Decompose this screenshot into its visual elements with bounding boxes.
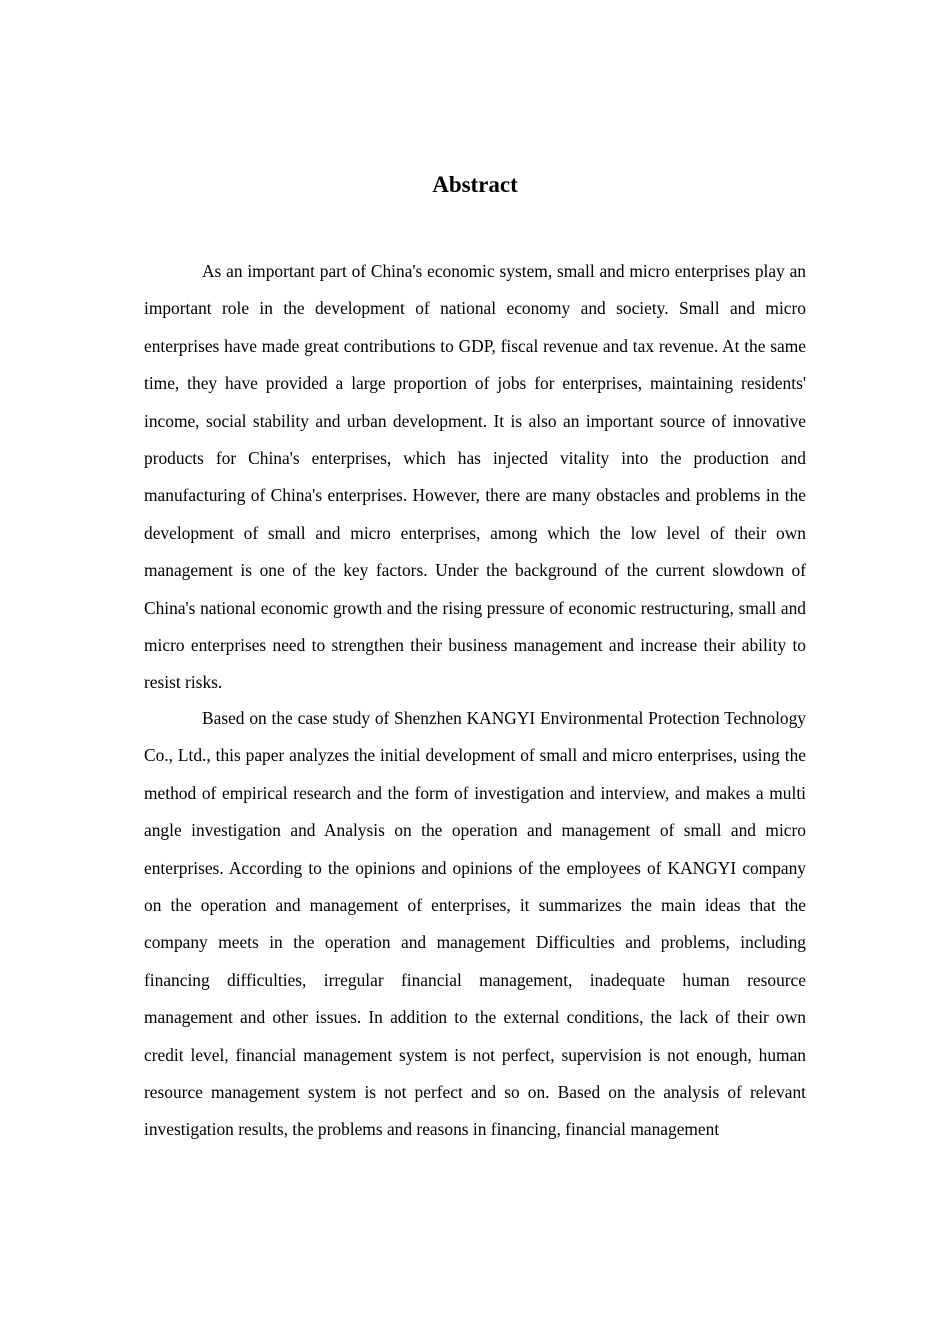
abstract-paragraph-2: Based on the case study of Shenzhen KANGYI Environmental Protection Technology Co., Ltd., this paper analyzes the initial development of small and micro enterprises, using the method of empirical research and the form of investigation and interview, and makes a multi angle investigation and Analysis on the operation and management of small and micro enterprises. According to the opinions and opinions of the employees of KANGYI company on the operation and management of enterprises, it summarizes the main ideas that the company meets in the operation and management Difficulties and problems, including financing difficulties, irregular financial management, inadequate human resource management and other issues. In addition to the external conditions, the lack of their own credit level, financial management system is not perfect, supervision is not enough, human resource management system is not perfect and so on. Based on the analysis of relevant investigation results, the problems and reasons in financing, financial management (144, 707, 806, 1140)
abstract-title: Abstract (432, 172, 518, 197)
abstract-body (144, 253, 806, 1149)
abstract-paragraph-1: As an important part of China's economic system, small and micro enterprises play an important role in the development of national economy and society. Small and micro enterprises have made great contributions to GDP, fiscal revenue and tax revenue. At the same time, they have provided a large proportion of jobs for enterprises, maintaining residents' income, social stability and urban development. It is also an important source of innovative products for China's enterprises, which has injected vitality into the production and manufacturing of China's enterprises. However, there are many obstacles and problems in the development of small and micro enterprises, among which the low level of their own management is one of the key factors. Under the background of the current slowdown of China's national economic growth and the rising pressure of economic restructuring, small and micro enterprises need to strengthen their business management and increase their ability to resist risks. (144, 261, 806, 693)
